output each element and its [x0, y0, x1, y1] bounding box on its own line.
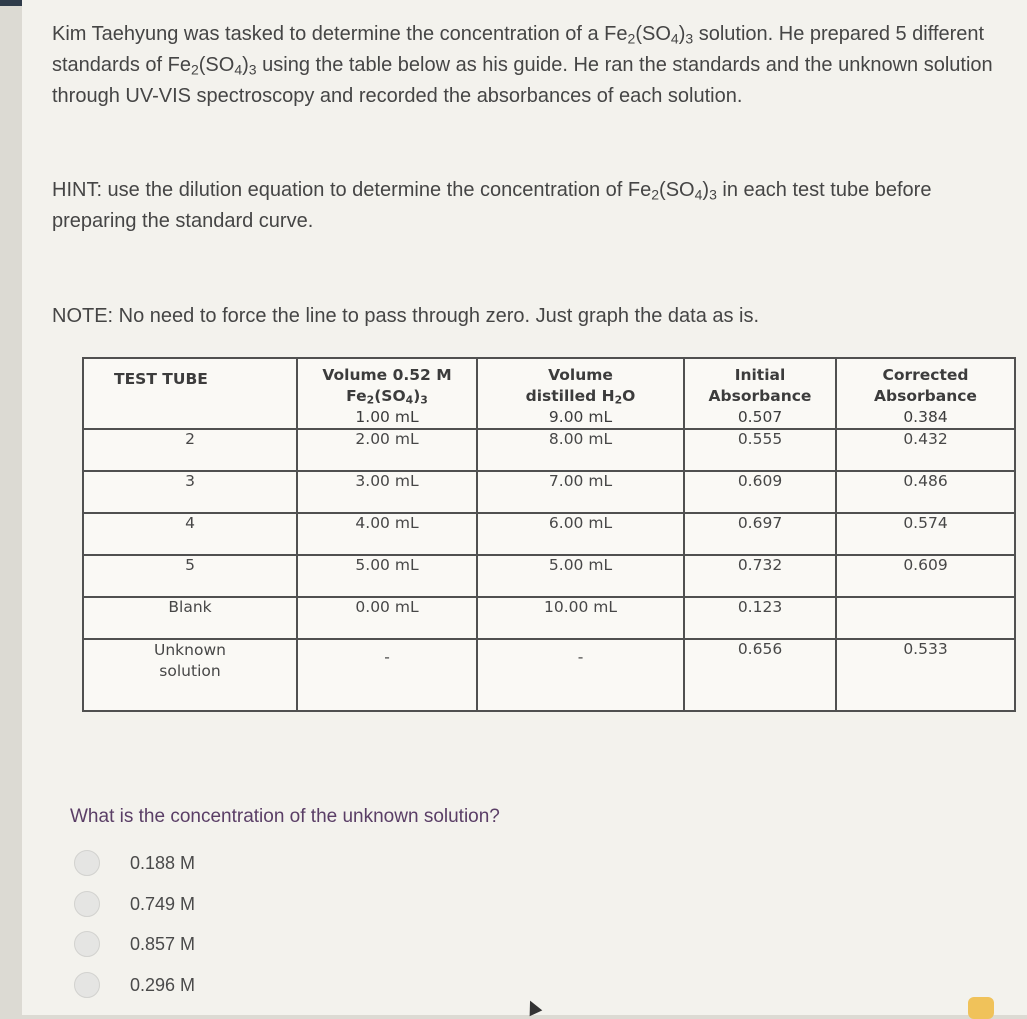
header-initial-absorbance: Initial Absorbance 0.507 [684, 358, 836, 429]
cell-tube: Unknown solution [83, 639, 297, 711]
answer-option[interactable] [74, 972, 195, 998]
radio-button[interactable] [74, 850, 100, 876]
radio-button[interactable] [74, 972, 100, 998]
cell-water: 5.00 mL [477, 555, 684, 597]
cell-corrected [836, 597, 1015, 639]
cell-initial: 0.732 [684, 555, 836, 597]
table-header-row [83, 358, 1015, 429]
cell-volume: 2.00 mL [297, 429, 477, 471]
answer-option[interactable] [74, 891, 195, 917]
cell-corrected: 0.533 [836, 639, 1015, 711]
radio-button[interactable] [74, 891, 100, 917]
cell-water: 8.00 mL [477, 429, 684, 471]
table-row [83, 471, 1015, 513]
header-volume-fe2so43: Volume 0.52 M $Fe_2(SO_4)_3$ 1.00 mL [297, 358, 477, 429]
hint-paragraph: HINT: use the dilution equation to determine the concentration of $Fe_2(SO_4)_3$ in each test tube before preparing the standard curve. [52, 179, 932, 232]
option-label: 0.296 M [130, 974, 196, 995]
intro-paragraph: Kim Taehyung was tasked to determine the concentration of a $Fe_2(SO_4)_3$ solution. He prepared 5 different standards of $Fe_2(SO_4)_3$ using the table below as his guide. He ran the standards and the unknown solution through UV-VIS spectroscopy and recorded the absorbances of each solution. [52, 23, 993, 107]
corner-badge-icon[interactable] [968, 997, 994, 1019]
cell-initial: 0.656 [684, 639, 836, 711]
cell-tube: Blank [83, 597, 297, 639]
cell-tube: 5 [83, 555, 297, 597]
cell-volume: 4.00 mL [297, 513, 477, 555]
option-label: 0.857 M [130, 933, 196, 954]
note-paragraph: NOTE: No need to force the line to pass through zero. Just graph the data as is. [52, 305, 760, 327]
header-test-tube: TEST TUBE [83, 358, 297, 429]
standards-table [82, 357, 1016, 712]
cell-water: 7.00 mL [477, 471, 684, 513]
cell-initial: 0.123 [684, 597, 836, 639]
question-page [22, 0, 1027, 1015]
radio-button[interactable] [74, 931, 100, 957]
answer-option[interactable] [74, 931, 195, 957]
table-row [83, 555, 1015, 597]
cell-water: 6.00 mL [477, 513, 684, 555]
cell-initial: 0.609 [684, 471, 836, 513]
cell-volume: 3.00 mL [297, 471, 477, 513]
table-row [83, 429, 1015, 471]
cell-water: - [477, 639, 684, 711]
cell-corrected: 0.486 [836, 471, 1015, 513]
cell-initial: 0.697 [684, 513, 836, 555]
cell-corrected: 0.432 [836, 429, 1015, 471]
table-row [83, 513, 1015, 555]
table-row-blank [83, 597, 1015, 639]
cell-corrected: 0.574 [836, 513, 1015, 555]
cell-corrected: 0.609 [836, 555, 1015, 597]
question-text: What is the concentration of the unknown solution? [70, 806, 500, 827]
table-row-unknown [83, 639, 1015, 711]
cell-initial: 0.555 [684, 429, 836, 471]
header-corrected-absorbance: Corrected Absorbance 0.384 [836, 358, 1015, 429]
cell-volume: - [297, 639, 477, 711]
cell-volume: 5.00 mL [297, 555, 477, 597]
option-label: 0.749 M [130, 893, 196, 914]
cell-volume: 0.00 mL [297, 597, 477, 639]
mouse-cursor-icon [524, 998, 543, 1017]
cell-water: 10.00 mL [477, 597, 684, 639]
header-volume-water: Volume distilled $H_2O$ 9.00 mL [477, 358, 684, 429]
option-label: 0.188 M [130, 852, 196, 873]
answer-option[interactable] [74, 850, 195, 876]
cell-tube: 2 [83, 429, 297, 471]
cell-tube: 4 [83, 513, 297, 555]
cell-tube: 3 [83, 471, 297, 513]
